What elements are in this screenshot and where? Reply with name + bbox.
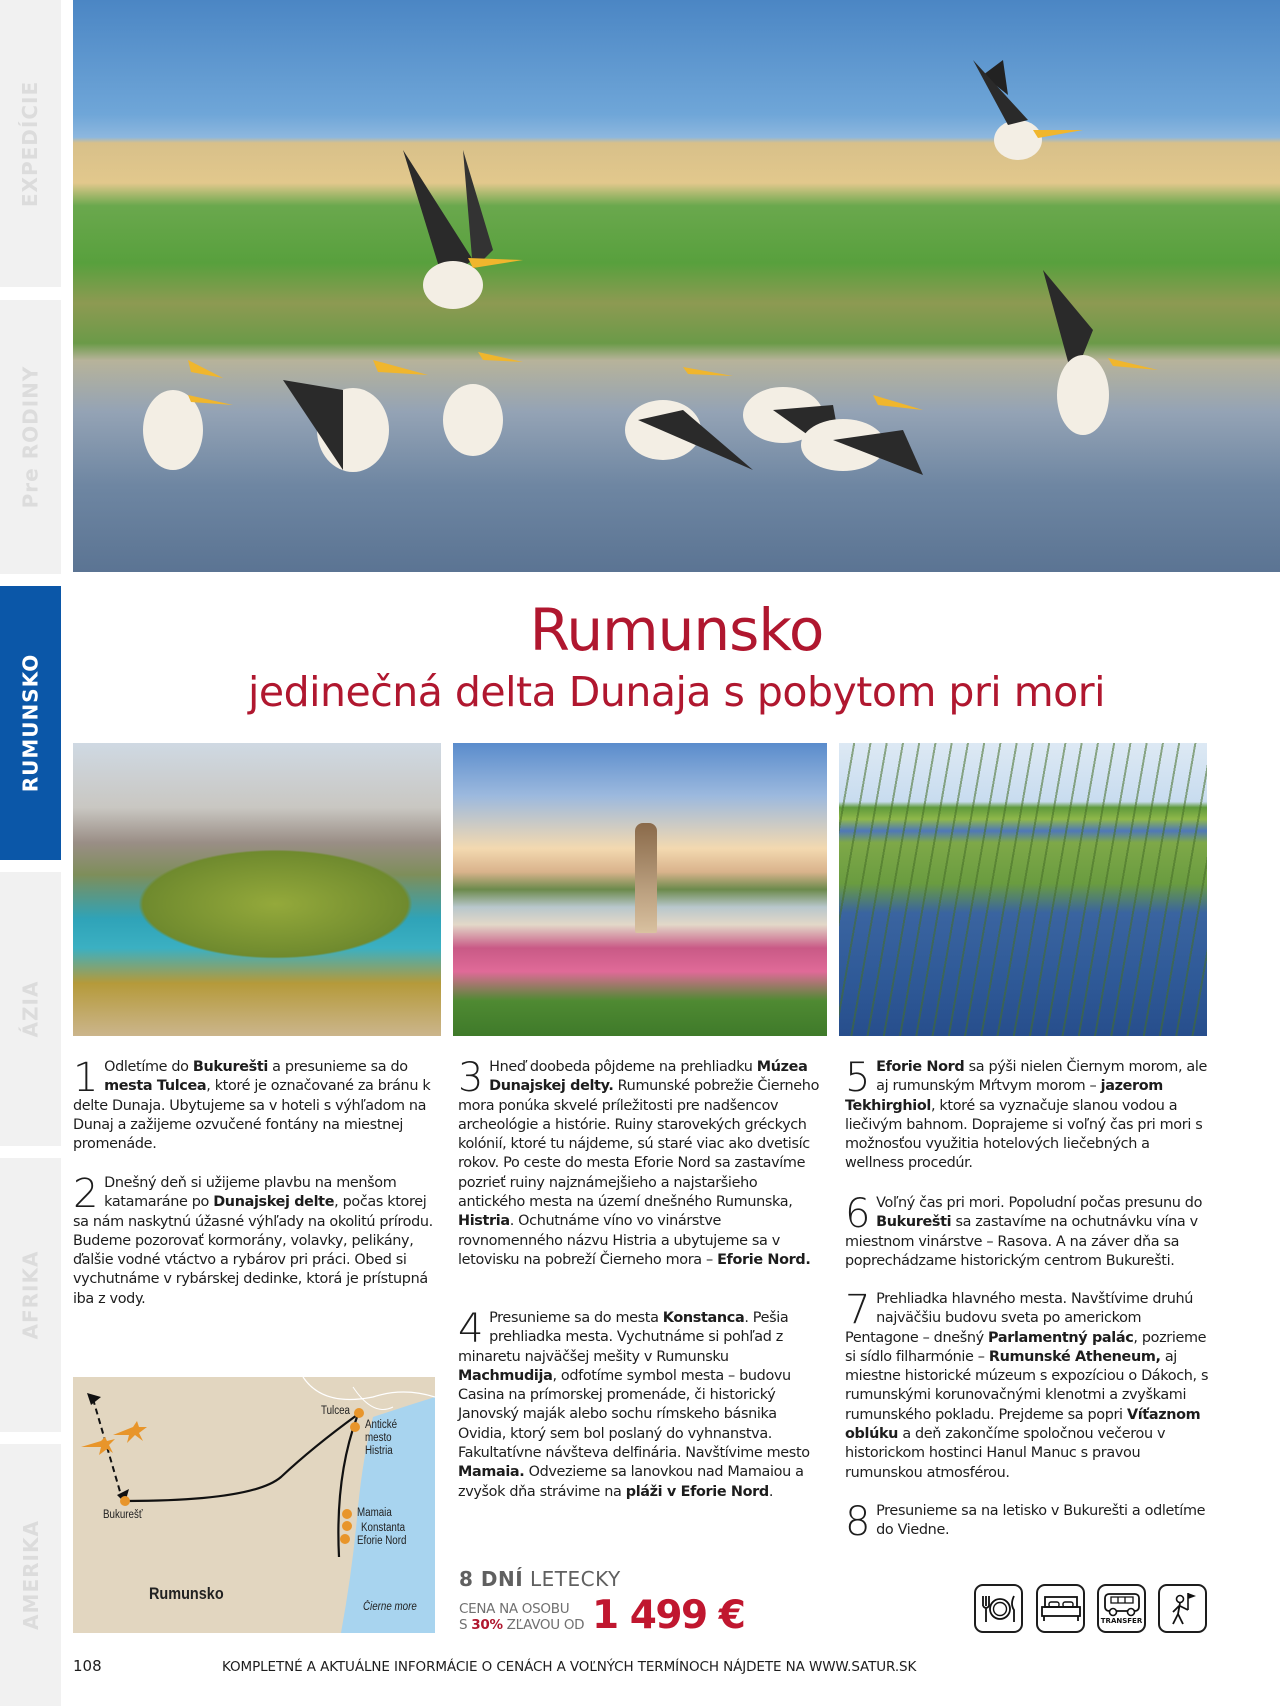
highlight-text: Rumunské Atheneum,: [988, 1348, 1161, 1365]
page-title: Rumunsko: [529, 596, 824, 664]
highlight-text: Dunajskej delte: [213, 1194, 335, 1211]
footer-note: KOMPLETNÉ A AKTUÁLNE INFORMÁCIE O CENÁCH A VOĽNÝCH TERMÍNOCH NÁJDETE NA WWW.SATUR.SK: [222, 1659, 917, 1675]
hero-image-pelicans: [73, 0, 1280, 572]
map-label-histria-2: mesto: [365, 1432, 392, 1444]
sidebar-tab-afrika[interactable]: [0, 1158, 61, 1432]
sidebar-tab-label: AFRIKA: [18, 1250, 43, 1340]
duration-transport: LETECKY: [523, 1567, 621, 1591]
price-label: [459, 1601, 584, 1633]
itinerary-day-8: 8 Presunieme sa na letisko v Bukurešti a odletíme do Viedne.: [845, 1499, 1206, 1545]
page-subtitle: jedinečná delta Dunaja s pobytom pri mori: [247, 668, 1106, 716]
price-value: 1 499 €: [592, 1593, 745, 1638]
guide-icon: [1158, 1584, 1207, 1633]
plane-icon: [81, 1421, 147, 1455]
itinerary-day-4: 4 Presunieme sa do mesta Konstanca. Pešia prehliadka mesta. Vychutnáme si pohľad z minaretu najväčšej mešity v Rumunsku Machmudija, odfotíme symbol mesta – budovu Casina na prímorskej promenáde, či historický Janovský maják alebo sochu rímskeho básnika Ovidia, ktorý sem bol poslaný do vyhnanstva. Fakultatívne návšteva delfinária. Navštívime mesto Mamaia. Odvezieme sa lanovkou nad Mamaiou a zvyšok dňa strávime na pláži v Eforie Nord.: [458, 1306, 810, 1500]
bed-icon: [1036, 1584, 1085, 1633]
highlight-text: Mamaia.: [458, 1464, 525, 1481]
transfer-label: TRANSFER: [1100, 1617, 1143, 1625]
map-label-mamaia: Mamaia: [357, 1507, 392, 1519]
itinerary-day-5: 5 Eforie Nord sa pýši nielen Čiernym morom, ale aj rumunským Mŕtvym morom – jazerom Tekhirghiol, ktoré sa vyznačuje slanou vodou a liečivým bahnom. Doprajeme si voľný čas pri mori s možnosťou využitia hotelových liečebných a wellness procedúr.: [845, 1055, 1208, 1172]
day-number: 3: [458, 1055, 484, 1101]
itinerary-day-3: 3 Hneď doobeda pôjdeme na prehliadku Múzea Dunajskej delty. Rumunské pobrežie Čierneho mora ponúka skvelé príležitosti pre nadšencov archeológie a histórie. Ruiny starovekých gréckych kolónií, ktoré tu nájdeme, sú staré viac ako dvetisíc rokov. Po ceste do mesta Eforie Nord sa zastavíme pozrieť ruiny najznámejšieho a najstaršieho antického mesta na území dnešného Rumunska, Histria. Ochutnáme víno vo vinárstve rovnomenného názvu Histria a ubytujeme sa v letovisku na pobreží Čierneho mora – Eforie Nord.: [458, 1055, 820, 1268]
map-label-tulcea: Tulcea: [321, 1405, 350, 1417]
day-number: 7: [845, 1287, 871, 1333]
day-number: 2: [73, 1171, 99, 1217]
transfer-bus-icon: [1097, 1584, 1146, 1633]
day-number: 1: [73, 1055, 99, 1101]
sidebar-tab-expedicie[interactable]: [0, 0, 61, 287]
meal-icon: [974, 1584, 1023, 1633]
pelicans-illustration: [73, 0, 1280, 572]
fountain-shape: [635, 823, 657, 933]
map-label-histria-3: Histria: [365, 1445, 393, 1457]
sidebar-tab-rumunsko[interactable]: [0, 586, 61, 860]
sidebar-tab-label: RUMUNSKO: [18, 653, 43, 793]
map-label-bucharest: Bukurešť: [103, 1509, 143, 1521]
itinerary-day-2: 2 Dnešný deň si užijeme plavbu na menšom katamaráne po Dunajskej delte, počas ktorej sa nám naskytnú úžasné výhľady na okolitú prírodu. Budeme pozorovať kormorány, volavky, pelikány, ďalšie vodné vtáctvo a rybárov pri práci. Obed si vychutnáme v rybárskej dedinke, ktorá je prístupná iba z vody.: [73, 1171, 433, 1307]
sidebar-tab-label: ÁZIA: [18, 980, 43, 1038]
reeds-texture: [839, 743, 1207, 1036]
itinerary-day-7: 7 Prehliadka hlavného mesta. Navštívime druhú najväčšiu budovu sveta po americkom Pentagone – dnešný Parlamentný palác, pozrieme si sídlo filharmónie – Rumunské Atheneum, aj miestne historické múzeum s expozíciou o Dákoch, s rumunskými korunovačnými klenotmi a zvyškami rumunského pokladu. Prejdeme sa popri Víťaznom oblúku a deň zakončíme spoločnou večerou v historickom hostinci Hanul Manuc s pravou rumunskou atmosférou.: [845, 1287, 1209, 1481]
itinerary-day-1: 1 Odletíme do Bukurešti a presunieme sa do mesta Tulcea, ktoré je označované za bránu k delte Dunaja. Ubytujeme sa v hoteli s výhľadom na Dunaj a zažijeme ozvučené fontány na miestnej promenáde.: [73, 1055, 431, 1153]
sidebar-tab-label: AMERIKA: [18, 1520, 43, 1630]
highlight-text: Konstanca: [662, 1310, 745, 1326]
photo-bucharest-fountain: [453, 743, 827, 1036]
trip-duration: [459, 1567, 621, 1591]
route-map: [73, 1377, 435, 1633]
highlight-text: Víťaznom oblúku: [845, 1406, 1201, 1443]
sidebar-tab-azia[interactable]: [0, 872, 61, 1146]
price-label-line2: S 30% ZĽAVOU OD: [459, 1617, 585, 1633]
highlight-text: Parlamentný palác: [988, 1329, 1134, 1346]
highlight-text: Eforie Nord.: [717, 1251, 811, 1268]
highlight-text: pláži v Eforie Nord: [625, 1483, 769, 1500]
duration-days: 8 DNÍ: [459, 1567, 524, 1591]
sidebar-tab-label: Pre RODINY: [18, 365, 43, 509]
day-number: 8: [845, 1499, 871, 1545]
discount-value: 30%: [471, 1617, 503, 1633]
map-label-sea: Čierne more: [363, 1601, 417, 1613]
highlight-text: Eforie Nord: [876, 1059, 965, 1075]
highlight-text: mesta Tulcea: [104, 1078, 207, 1095]
sidebar-tab-pre-rodiny[interactable]: [0, 300, 61, 574]
itinerary-day-6: 6 Voľný čas pri mori. Popoludní počas presunu do Bukurešti sa zastavíme na ochutnávku vína v miestnom vinárstve – Rasova. A na záver dňa sa poprechádzame historickým centrom Bukurešti.: [845, 1191, 1203, 1269]
map-label-histria-1: Antické: [365, 1419, 398, 1431]
map-label-country: Rumunsko: [149, 1584, 224, 1603]
page-number: 108: [73, 1657, 102, 1675]
photo-delta-reeds: [839, 743, 1207, 1036]
price-label-line1: CENA NA OSOBU: [459, 1601, 570, 1617]
highlight-text: Machmudija: [458, 1367, 553, 1384]
photo-danube-bend: [73, 743, 441, 1036]
day-number: 4: [458, 1306, 484, 1352]
map-label-eforie: Eforie Nord: [357, 1535, 407, 1547]
day-number: 5: [845, 1055, 871, 1101]
day-number: 6: [845, 1191, 871, 1237]
highlight-text: Múzea Dunajskej delty.: [489, 1059, 808, 1095]
map-graphic: [73, 1377, 435, 1633]
highlight-text: jazerom Tekhirghiol: [845, 1078, 1163, 1114]
highlight-text: Bukurešti: [192, 1059, 268, 1075]
highlight-text: Histria: [458, 1213, 510, 1230]
highlight-text: Bukurešti: [876, 1214, 952, 1231]
sidebar-tab-label: EXPEDÍCIE: [18, 80, 43, 207]
sidebar-tab-amerika[interactable]: [0, 1444, 61, 1706]
map-label-konstanta: Konstanta: [361, 1522, 406, 1534]
